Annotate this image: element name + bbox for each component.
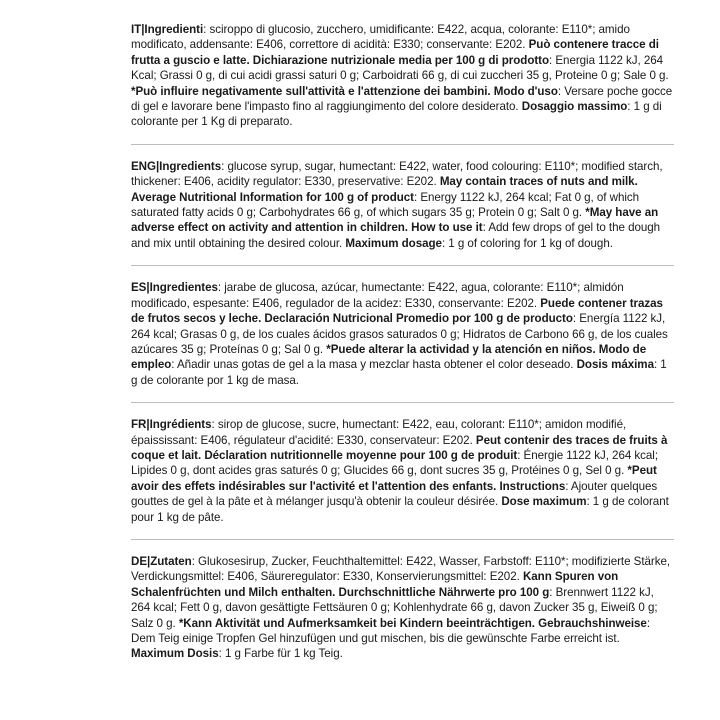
body-text: : Añadir unas gotas de gel a la masa y mezclar hasta obtener el color deseado. [171,358,577,372]
body-text: : Add few drops of gel to the dough and mix until obtaining the desired colour. [131,221,661,250]
ingredients-text-es [131,281,668,386]
body-text: : 1 g di colorante per 1 Kg di preparato. [131,100,662,129]
emphasis-text: Ingredientes [149,281,218,295]
body-text: : Energia 1122 kJ, 264 Kcal; Grassi 0 g, di cui acidi grassi saturi 0 g; Carboidrati 66 g, di cui zuccheri 35 g, Proteine 0 g; Sale 0 g. [131,53,669,83]
emphasis-text: Maximum dosage [345,236,442,250]
section-divider [131,402,674,403]
body-text: : Énergie 1122 kJ, 264 kcal; Lipides 0 g, dont acides gras saturés 0 g; Glucides 66 g, dont sucres 35 g, Protéines 0 g, Sel 0 g. [131,448,659,478]
language-code-fr: FR| [131,418,150,432]
body-text: : sciroppo di glucosio, zucchero, umidificante: E422, acqua, colorante: E110*; amido modificato, addensante: E406, correttore di acidità: E330; conservante: E202. [131,23,630,52]
body-text: : Versare poche gocce di gel e lavorare bene l'impasto fino al raggiungimento del colore desiderato. [131,84,673,114]
emphasis-text: May contain traces of nuts and milk. Average Nutritional Information for 100 g of product [131,175,638,204]
body-text: : Dem Teig einige Tropfen Gel hinzufügen und gut mischen, bis die gewünschte Farbe erreicht ist. [131,616,650,645]
emphasis-text: Dosis máxima [576,358,654,372]
section-divider [131,265,674,266]
emphasis-text: Dose maximum [501,495,587,509]
ingredients-text-fr [131,418,669,523]
emphasis-text: Ingredienti [144,23,204,36]
body-text: : Energía 1122 kJ, 264 kcal; Grasas 0 g, de los cuales ácidos grasos saturados 0 g; Hidratos de Carbono 66 g, de los cuales azúcares 35 g; Proteínas 0 g; Sal 0 g. [131,312,668,356]
ingredients-block-eng [131,159,674,251]
body-text: : 1 g de colorant pour 1 kg de pâte. [131,495,669,524]
section-divider [131,539,674,540]
emphasis-text: Zutaten [150,554,192,568]
emphasis-text: Puede contener trazas de frutos secos y leche. Declaración Nutricional Promedio por 100 g de producto [131,296,663,326]
ingredients-text-it [131,23,672,128]
body-text: : 1 g Farbe für 1 kg Teig. [218,647,343,661]
emphasis-text: Ingrédients [149,418,212,432]
ingredients-text-de [131,555,670,660]
body-text: : glucose syrup, sugar, humectant: E422, water, food colouring: E110*; modified starch, thickener: E406, acidity regulator: E330, preservative: E202. [131,159,663,189]
emphasis-text: *Kann Aktivität und Aufmerksamkeit bei Kindern beeinträchtigen. Gebrauchshinweise [178,616,647,630]
ingredients-block-fr [131,417,674,525]
language-code-eng: ENG| [131,159,160,173]
emphasis-text: *Puede alterar la actividad y la atención en niños. Modo de empleo [131,342,647,372]
body-text: : Energy 1122 kJ, 264 kcal; Fat 0 g, of which saturated fatty acids 0 g; Carbohydrates 66 g, of which sugars 35 g; Protein 0 g; Salt 0 g. [131,190,640,220]
ingredients-block-de [131,554,674,662]
ingredients-text-eng [131,160,663,250]
emphasis-text: Può contenere tracce di frutta a guscio e latte. Dichiarazione nutrizionale media per 100 g di prodotto [131,38,659,67]
emphasis-text: Dosaggio massimo [521,100,628,114]
emphasis-text: Peut contenir des traces de fruits à coque et lait. Déclaration nutritionnelle moyenne pour 100 g de produit [131,433,668,462]
section-divider [131,144,674,145]
body-text: : Ajouter quelques gouttes de gel à la pâte et à mélanger jusqu'à obtenir la couleur désirée. [131,479,658,509]
language-code-it: IT| [131,23,145,36]
body-text: : 1 g of coloring for 1 kg of dough. [441,236,613,250]
language-code-es: ES| [131,281,150,295]
emphasis-text: *Può influire negativamente sull'attività e l'attenzione dei bambini. Modo d'uso [131,84,558,98]
ingredients-block-es [131,280,674,388]
emphasis-text: *May have an adverse effect on activity and attention in children. How to use it [131,206,659,235]
body-text: : Brennwert 1122 kJ, 264 kcal; Fett 0 g, davon gesättigte Fettsäuren 0 g; Kohlenhydrate 66 g, davon Zucker 35 g, Eiweiß 0 g; Salz 0 g. [131,585,658,630]
body-text: : Glukosesirup, Zucker, Feuchthaltemittel: E422, Wasser, Farbstoff: E110*; modifizierte Stärke, Verdickungsmittel: E406, Säureregulator: E330, Konservierungsmittel: E202. [131,554,671,584]
body-text: : 1 g de colorante por 1 kg de masa. [131,358,667,387]
emphasis-text: Ingredients [159,159,222,173]
body-text: : sirop de glucose, sucre, humectant: E422, eau, colorant: E110*; amidon modifié, épaississant: E406, régulateur d'acidité: E330, conservateur: E202. [131,418,627,447]
emphasis-text: Kann Spuren von Schalenfrüchten und Milch enthalten. Durchschnittliche Nährwerte pro 100 g [131,570,619,599]
ingredients-block-it [131,22,674,130]
emphasis-text: Maximum Dosis [131,647,219,661]
emphasis-text: *Peut avoir des effets indésirables sur l'activité et l'attention des enfants. Instructions [131,464,657,493]
language-code-de: DE| [131,554,151,568]
body-text: : jarabe de glucosa, azúcar, humectante: E422, agua, colorante: E110*; almidón modificado, espesante: E406, regulador de la acidez: E330, conservante: E202. [131,281,624,310]
